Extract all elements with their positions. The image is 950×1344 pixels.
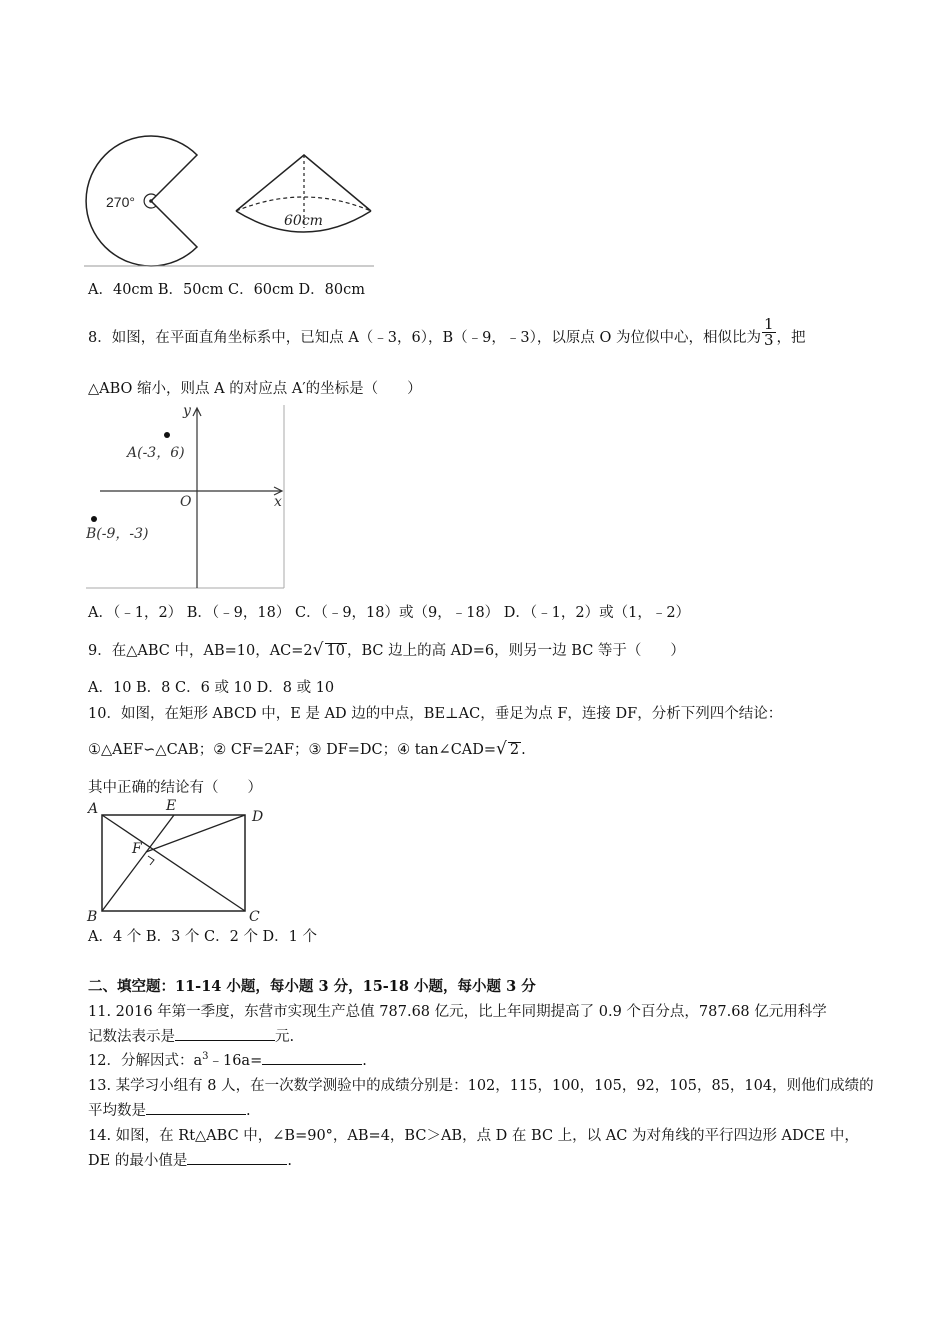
q14-line2 — [88, 1149, 292, 1170]
q7-length-label: 60cm — [284, 213, 323, 229]
q13-line1: 13. 某学习小组有 8 人，在一次数学测验中的成绩分别是：102，115，100，105，92，105，85，104，则他们成绩的 — [88, 1078, 874, 1094]
q10-segment-be — [102, 815, 174, 911]
q12-line — [88, 1049, 367, 1070]
q10-label-d: D — [252, 809, 264, 825]
q8-ratio-den: 3 — [763, 330, 774, 349]
q7-sector-shape — [86, 136, 197, 266]
q12-answer-blank[interactable] — [262, 1050, 362, 1065]
q7-angle-label: 270° — [106, 194, 135, 210]
q8-point-a-dot — [164, 432, 170, 438]
q10-label-f: F — [132, 841, 142, 857]
q7-figure-svg — [84, 128, 374, 268]
q11-answer-blank[interactable] — [175, 1026, 275, 1041]
q8-o-label: O — [180, 494, 192, 510]
q7-choices: A．40cm B．50cm C．60cm D．80cm — [88, 282, 365, 298]
q11-line2-text: 记数法表示是 — [88, 1029, 175, 1045]
q12-text-b: ﹣16a= — [208, 1053, 263, 1069]
q12-text-c: . — [362, 1053, 367, 1069]
q12-text-a: 12．分解因式：a — [88, 1053, 203, 1069]
q7-figure — [84, 128, 374, 268]
q10-choices: A．4 个 B．3 个 C．2 个 D．1 个 — [88, 929, 318, 945]
q9-radical-sign: √ — [312, 640, 324, 660]
q13-answer-blank[interactable] — [146, 1100, 246, 1115]
q10-figure — [86, 798, 271, 922]
q8-ratio-fraction — [762, 314, 776, 349]
q10-figure-svg — [86, 798, 271, 922]
q8-choices: A．（﹣1，2） B．（﹣9，18） C．（﹣9，18）或（9，﹣18） D．（﹣1，2）或（1，﹣2） — [88, 605, 691, 621]
q8-figure — [86, 405, 286, 590]
q13-line2 — [88, 1099, 251, 1120]
q10-label-b: B — [87, 909, 98, 922]
q11-line2 — [88, 1025, 294, 1046]
q7-center-dot — [149, 199, 153, 203]
q14-line1: 14. 如图，在 Rt△ABC 中，∠B=90°，AB=4，BC＞AB，点 D 在 BC 上，以 AC 为对角线的平行四边形 ADCE 中， — [88, 1128, 859, 1144]
q8-point-b-dot — [91, 516, 97, 522]
q10-stem: 10．如图，在矩形 ABCD 中，E 是 AD 边的中点，BE⊥AC，垂足为点 F，连接 DF，分析下列四个结论： — [88, 706, 783, 722]
q11-line1: 11. 2016 年第一季度，东营市实现生产总值 787.68 亿元，比上年同期提高了 0.9 个百分点，787.68 亿元用科学 — [88, 1004, 827, 1020]
q10-radicand: 2 — [509, 742, 520, 758]
q8-line2: △ABO 缩小，则点 A 的对应点 A′的坐标是（ ） — [88, 381, 422, 397]
q10-diagonal-ac — [102, 815, 245, 911]
q14-line2-text: DE 的最小值是 — [88, 1153, 188, 1169]
q10-conclusions-text: ①△AEF∽△CAB；② CF=2AF；③ DF=DC；④ tan∠CAD= — [88, 742, 497, 758]
q8-point-b-label: B(-9，-3) — [86, 526, 149, 542]
q9-choices: A．10 B．8 C．6 或 10 D．8 或 10 — [88, 680, 335, 696]
q10-label-c: C — [249, 909, 260, 922]
q8-x-label: x — [274, 494, 282, 510]
q14-line2-tail: . — [287, 1153, 292, 1169]
q8-y-label: y — [183, 405, 191, 419]
q11-line2-tail: 元. — [275, 1029, 295, 1045]
q9-stem — [88, 639, 685, 660]
q9-text-a: 9．在△ABC 中，AB=10，AC=2 — [88, 643, 313, 659]
q8-line1-tail: ，把 — [776, 330, 806, 346]
q8-line1-text: 8．如图，在平面直角坐标系中，已知点 A（﹣3，6），B（﹣9，﹣3），以原点 O 为位似中心，相似比为 — [88, 330, 761, 346]
q10-label-e: E — [166, 798, 177, 814]
q8-ratio-num: 1 — [763, 314, 774, 333]
q13-line2-text: 平均数是 — [88, 1103, 146, 1119]
q10-question: 其中正确的结论有（ ） — [88, 780, 262, 796]
q10-radical-sign: √ — [496, 739, 507, 759]
q10-conclusions — [88, 738, 526, 759]
q8-point-a-label: A(-3，6) — [127, 445, 185, 461]
q10-right-angle-mark — [148, 856, 154, 865]
q12-exponent: 3 — [202, 1051, 209, 1063]
q9-text-b: ，BC 边上的高 AD=6，则另一边 BC 等于（ ） — [346, 643, 685, 659]
q10-conclusions-tail: . — [521, 742, 526, 758]
section2-header: 二、填空题：11-14 小题，每小题 3 分，15-18 小题，每小题 3 分 — [88, 978, 536, 995]
q10-label-a: A — [88, 801, 99, 817]
q8-line1 — [88, 314, 806, 349]
q14-answer-blank[interactable] — [187, 1150, 287, 1165]
q13-line2-tail: . — [246, 1103, 251, 1119]
q8-figure-svg — [86, 405, 286, 590]
q9-radicand: 10 — [326, 643, 345, 659]
